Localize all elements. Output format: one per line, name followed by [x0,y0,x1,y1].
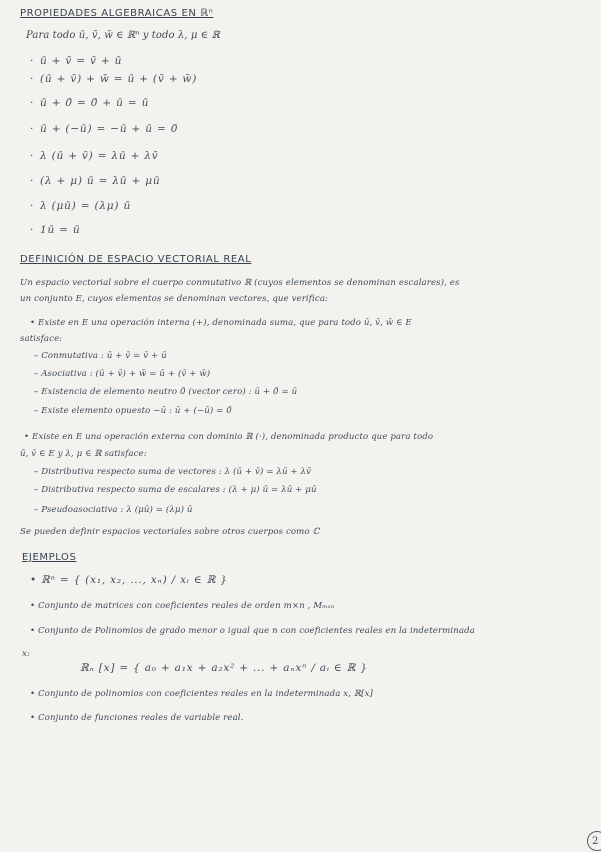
definition-line: Se pueden definir espacios vectoriales sobre otros cuerpos como ℂ [20,527,320,537]
section-title-propiedades: PROPIEDADES ALGEBRAICAS EN ℝⁿ [20,8,214,19]
definition-subitem: – Distributiva respecto suma de vectores : λ (ū + v̄) = λū + λv̄ [34,467,312,477]
property-item: · λ (ū + v̄) = λū + λv̄ [30,150,159,162]
property-item: · (ū + v̄) + w̄ = ū + (v̄ + w̄) [30,73,198,85]
property-item: · ū + 0̄ = 0̄ + ū = ū [30,97,150,109]
definition-line: • Existe en E una operación externa con dominio ℝ (·), denominada producto que para todo [24,432,434,442]
example-formula: ℝₙ [x] = { a₀ + a₁x + a₂x² + ... + aₙxⁿ / aᵢ ∈ ℝ } [80,662,368,674]
example-item: • Conjunto de funciones reales de variable real. [30,713,244,723]
definition-line: satisface: [20,334,63,344]
property-item: · 1ū = ū [30,224,81,236]
definition-subitem: – Existe elemento opuesto −ū : ū + (−ū) = 0̄ [34,406,232,416]
definition-subitem: – Conmutativa : ū + v̄ = v̄ + ū [34,351,167,361]
definition-line: un conjunto E, cuyos elementos se denominan vectores, que verifica: [20,294,329,304]
definition-subitem: – Pseudoasociativa : λ (μū) = (λμ) ū [34,505,193,515]
property-item: · ū + v̄ = v̄ + ū [30,55,123,67]
definition-line: Un espacio vectorial sobre el cuerpo conmutativo ℝ (cuyos elementos se denominan escalares), es [20,278,460,288]
example-item: • ℝⁿ = { (x₁, x₂, ..., xₙ) / xᵢ ∈ ℝ } [30,574,228,586]
section-title-definicion: DEFINICIÓN DE ESPACIO VECTORIAL REAL [20,254,252,265]
example-item: • Conjunto de Polinomios de grado menor o igual que n con coeficientes reales en la indeterminada [30,626,475,636]
definition-line: ū, v̄ ∈ E y λ, μ ∈ ℝ satisface: [20,449,147,459]
property-item: · λ (μū) = (λμ) ū [30,200,132,212]
section-title-ejemplos: EJEMPLOS [22,552,77,563]
section1-intro: Para todo ū, v̄, w̄ ∈ ℝⁿ y todo λ, μ ∈ ℝ [26,30,220,41]
example-item: • Conjunto de polinomios con coeficientes reales en la indeterminada x, ℝ[x] [30,689,373,699]
definition-subitem: – Distributiva respecto suma de escalares : (λ + μ) ū = λū + μū [34,485,317,495]
property-item: · (λ + μ) ū = λū + μū [30,175,161,187]
page-number: 2 [587,831,601,851]
property-item: · ū + (−ū) = −ū + ū = 0̄ [30,123,179,135]
definition-subitem: – Asociativa : (ū + v̄) + w̄ = ū + (v̄ + w̄) [34,369,211,379]
definition-line: • Existe en E una operación interna (+), denominada suma, que para todo ū, v̄, w̄ ∈ E [30,318,412,328]
definition-subitem: – Existencia de elemento neutro 0̄ (vector cero) : ū + 0̄ = ū [34,387,298,397]
example-item: • Conjunto de matrices con coeficientes reales de orden m×n , Mₘₓₙ [30,601,335,611]
example-item: x: [22,649,30,659]
